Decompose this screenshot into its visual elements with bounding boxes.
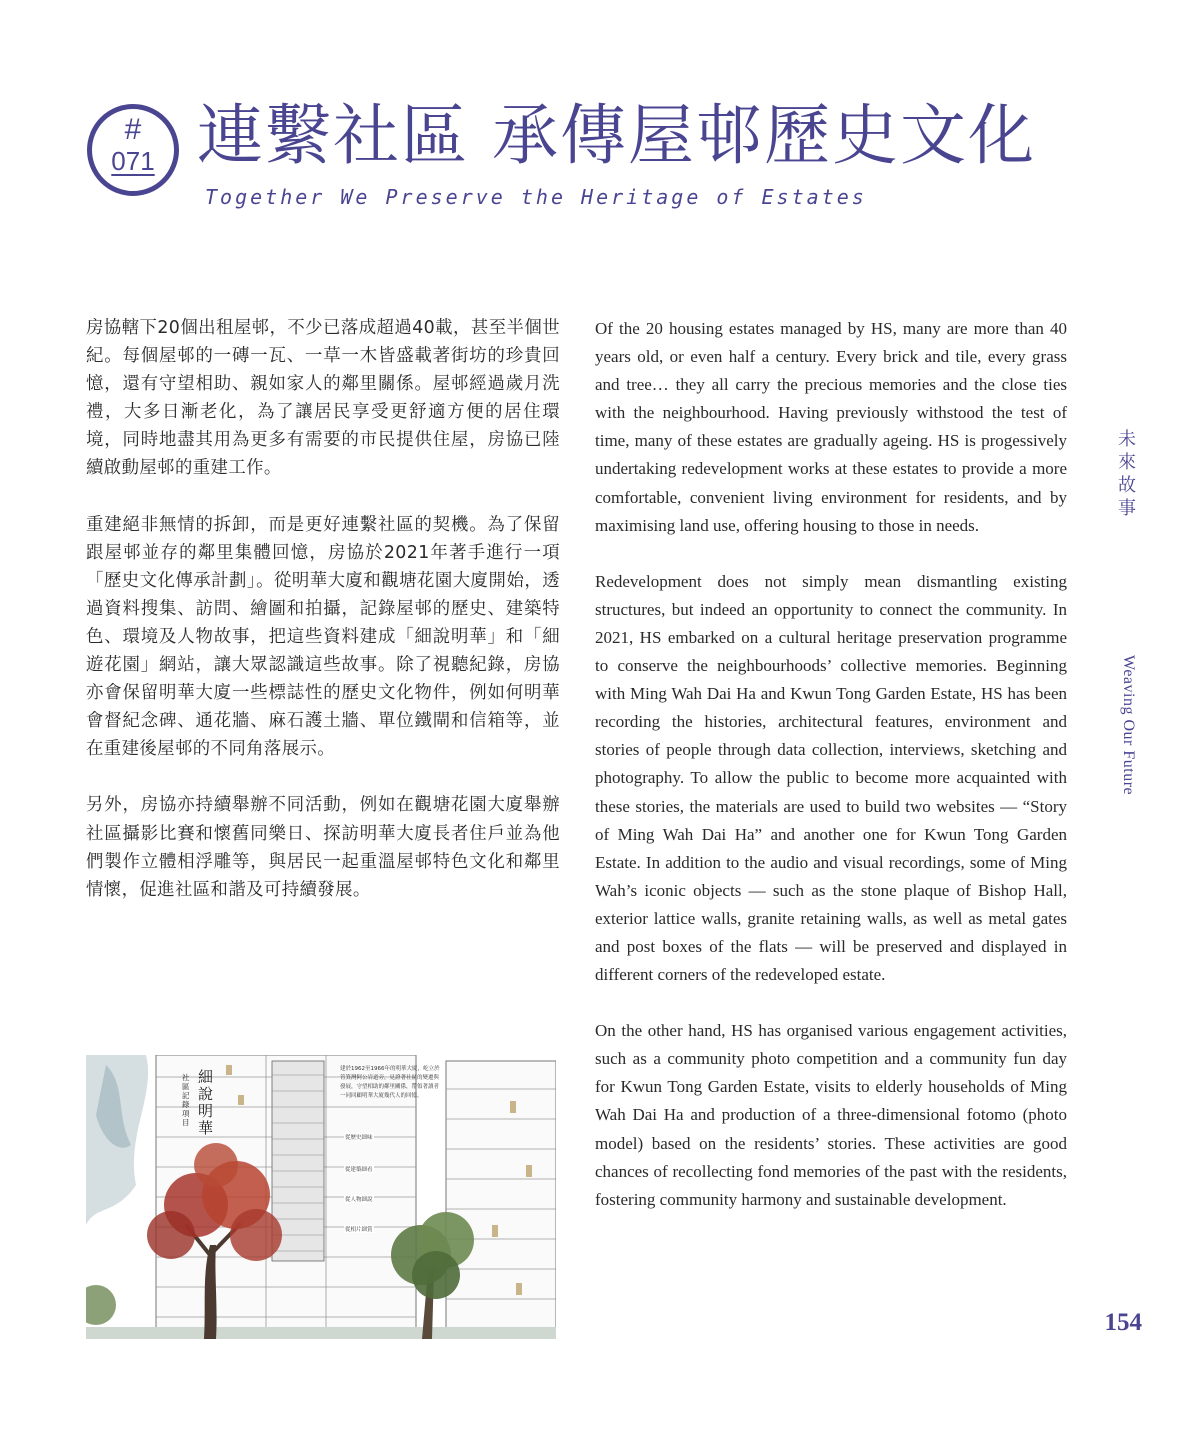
paragraph-zh-3: 另外，房協亦持續舉辦不同活動，例如在觀塘花園大廈舉辦社區攝影比賽和懷舊同樂日、探訪明華大廈長者住戶並為他們製作立體相浮雕等，與居民一起重溫屋邨特色文化和鄰里情懷，促進社區和諧及可持續發展。 [86,795,560,900]
paragraph-en-1: Of the 20 housing estates managed by HS, many are more than 40 years old, or even half a century. Every brick and tile, every grass and tree… they all carry the precious memories and the close ties with the neighbourhood. Having previously withstood the test of time, many of these estates are gradually ageing. HS is progessively undertaking redevelopment works at these estates to provide a more comfortable, convenient living environment for residents, and by maximising land use, offering housing to those in needs. [595,319,1067,535]
section-label-zh-char: 未 [1118,429,1136,450]
badge-number: 071 [111,146,155,176]
badge-hash: # [124,113,142,146]
section-label-zh-char: 事 [1118,498,1136,519]
section-label-zh-char: 故 [1118,475,1136,496]
paragraph-zh-2: 重建絕非無情的拆卸，而是更好連繫社區的契機。為了保留跟屋邨並存的鄰里集體回憶，房協於2021年著手進行一項「歷史文化傳承計劃」。從明華大廈和觀塘花園大廈開始，透過資料搜集、訪問、繪圖和拍攝，記錄屋邨的歷史、建築特色、環境及人物故事，把這些資料建成「細說明華」和「細遊花園」網站，讓大眾認識這些故事。除了視聽紀錄，房協亦會保留明華大廈一些標誌性的歷史文化物件，例如何明華會督紀念碑、通花牆、麻石護土牆、單位鐵閘和信箱等，並在重建後屋邨的不同角落展示。 [86,514,560,760]
illustration-subtitle: 社區記錄項目 [182,1073,190,1127]
illustration-label-2: 從建築細看 [345,1167,373,1173]
paragraph-zh-1: 房協轄下20個出租屋邨，不少已落成超過40載，甚至半個世紀。每個屋邨的一磚一瓦、一草一木皆盛載著街坊的珍貴回憶，還有守望相助、親如家人的鄰里關係。屋邨經過歲月洗禮，大多日漸老化，為了讓居民享受更舒適方便的居住環境，同時地盡其用為更多有需要的市民提供住屋，房協已陸續啟動屋邨的重建工作。 [86,318,560,479]
page-number: 154 [1104,1309,1142,1336]
illustration-label-1: 從歷史細味 [345,1135,373,1141]
page-title-zh: 連繫社區 承傳屋邨歷史文化 [197,97,1036,174]
section-label-en: Weaving Our Future [1120,655,1137,796]
page-title-en: Together We Preserve the Heritage of Estates [205,185,867,209]
illustration-label-3: 從人物細說 [345,1197,373,1203]
section-label-zh [1116,428,1138,520]
issue-number-badge [87,104,179,196]
paragraph-en-3: On the other hand, HS has organised various engagement activities, such as a community photo competition and a community fun day for Kwun Tong Garden Estate, visits to elderly households of Ming Wah Dai Ha and production of a three-dimensional fotomo (photo model) based on the residents’ stories. These activities are good chances of recollecting fond memories of the past with the residents, fostering community harmony and sustainable development. [595,1021,1067,1209]
paragraph-en-2: Redevelopment does not simply mean dismantling existing structures, but indeed an opportunity to connect the community. In 2021, HS embarked on a cultural heritage preservation programme to conserve the neighbourhoods’ collective memories. Beginning with Ming Wah Dai Ha and Kwun Tong Garden Estate, HS has been recording the histories, architectural features, environment and stories of people through data collection, interviews, sketching and photography. To allow the public to become more acquainted with these stories, the materials are used to build two websites — “Story of Ming Wah Dai Ha” and another one for Kwun Tong Garden Estate. In addition to the audio and visual recordings, some of Ming Wah’s iconic objects — such as the stone plaque of Bishop Hall, exterior lattice walls, granite retaining walls, as well as metal gates and post boxes of the flats — will be preserved and displayed in different corners of the redeveloped estate. [595,571,1067,985]
illustration-label-4: 從相片細賞 [345,1227,373,1233]
body-text-zh [86,314,560,932]
body-text-en [595,315,1067,1242]
section-label-zh-char: 來 [1118,452,1136,473]
ming-wah-illustration [86,1055,556,1339]
illustration-title: 細說明華 [198,1068,214,1137]
building-sketch-image [86,1055,556,1339]
illustration-caption: 建於1962至1966年的明華大廈，屹立於筲箕灣阿公岩道旁，見證著社區的變遷與發展，守望相助的鄰里關係，帶領著讀者一同回顧明華大廈幾代人的回憶。 [340,1066,440,1099]
